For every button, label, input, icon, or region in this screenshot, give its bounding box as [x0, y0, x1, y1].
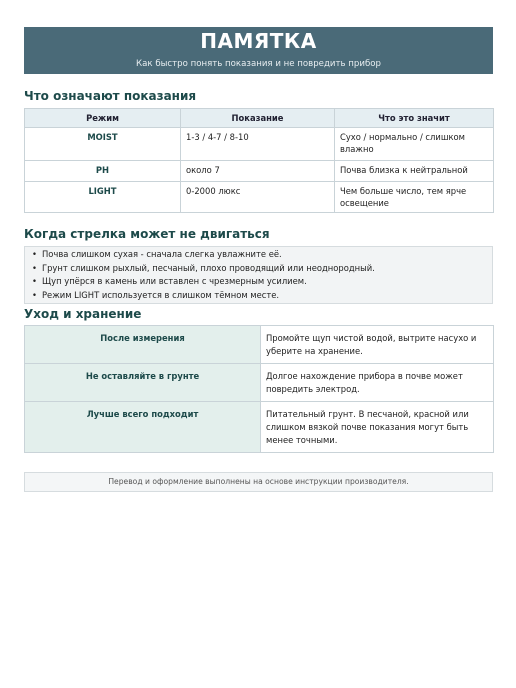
readings-header-row [25, 109, 494, 128]
table-row [25, 128, 494, 161]
mode-cell: MOIST [25, 128, 181, 161]
needle-notes [24, 246, 493, 304]
footer-note: Перевод и оформление выполнены на основе инструкции производителя. [24, 472, 493, 492]
reading-cell: 1-3 / 4-7 / 8-10 [181, 128, 335, 161]
care-key-cell: Лучше всего подходит [25, 402, 261, 453]
mode-cell: PH [25, 161, 181, 182]
meaning-cell: Сухо / нормально / слишком влажно [335, 128, 494, 161]
care-value-cell: Питательный грунт. В песчаной, красной или слишком вязкой почве показания могут быть менее точными. [261, 402, 494, 453]
page-subtitle: Как быстро понять показания и не повредить прибор [136, 59, 381, 69]
bullet-icon: • [32, 249, 37, 259]
readings-heading: Что означают показания [24, 89, 197, 103]
bullet-icon: • [32, 276, 37, 286]
care-key-cell: Не оставляйте в грунте [25, 364, 261, 402]
care-value-cell: Долгое нахождение прибора в почве может повредить электрод. [261, 364, 494, 402]
list-item: • Режим LIGHT используется в слишком тёмном месте. [32, 289, 485, 303]
column-header-meaning: Что это значит [335, 109, 494, 128]
page-title: ПАМЯТКА [200, 29, 317, 53]
list-item: • Грунт слишком рыхлый, песчаный, плохо проводящий или неоднородный. [32, 262, 485, 276]
reading-cell: 0-2000 люкс [181, 182, 335, 213]
list-item: • Щуп упёрся в камень или вставлен с чрезмерным усилием. [32, 275, 485, 289]
meaning-cell: Почва близка к нейтральной [335, 161, 494, 182]
memo-page [24, 27, 493, 492]
meaning-cell: Чем больше число, тем ярче освещение [335, 182, 494, 213]
table-row [25, 402, 494, 453]
bullet-icon: • [32, 262, 37, 273]
column-header-mode: Режим [25, 109, 181, 128]
header-banner [24, 27, 493, 74]
care-value-cell: Промойте щуп чистой водой, вытрите насухо и уберите на хранение. [261, 326, 494, 364]
column-header-reading: Показание [181, 109, 335, 128]
care-table [24, 325, 494, 453]
mode-cell: LIGHT [25, 182, 181, 213]
table-row [25, 161, 494, 182]
table-row [25, 182, 494, 213]
table-row [25, 364, 494, 402]
list-item: • Почва слишком сухая - сначала слегка увлажните её. [32, 248, 485, 262]
bullet-icon: • [32, 289, 37, 300]
care-heading: Уход и хранение [24, 307, 142, 321]
table-row [25, 326, 494, 364]
needle-heading: Когда стрелка может не двигаться [24, 227, 270, 241]
care-key-cell: После измерения [25, 326, 261, 364]
reading-cell: около 7 [181, 161, 335, 182]
readings-table [24, 108, 494, 213]
